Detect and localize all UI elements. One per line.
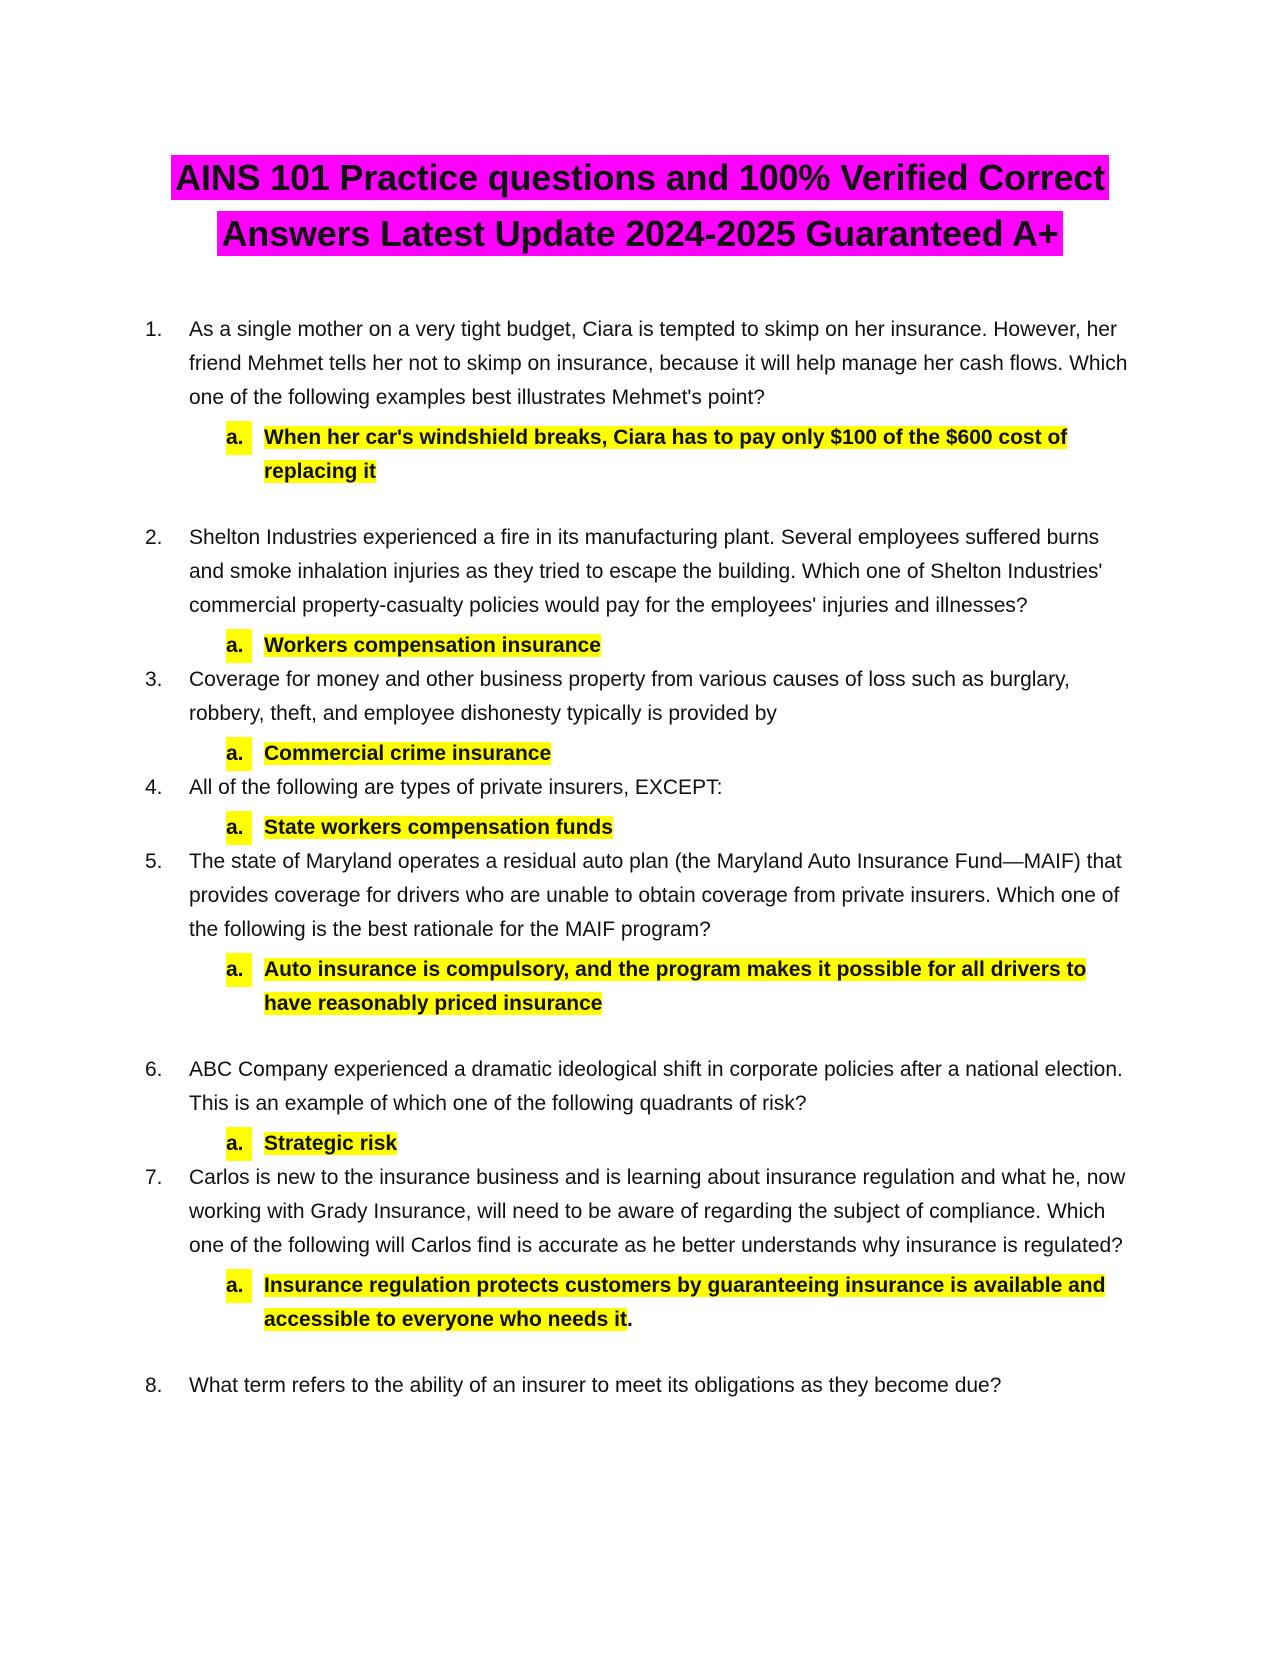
- question-number: 4.: [145, 776, 163, 799]
- answer-text: When her car's windshield breaks, Ciara has to pay only $100 of the $600 cost of replacing it: [264, 426, 1068, 483]
- answer: [226, 421, 1135, 489]
- answer-label: a.: [226, 811, 252, 845]
- title-line-1: AINS 101 Practice questions and 100% Verified Correct: [171, 155, 1109, 200]
- question-4: [145, 771, 1135, 845]
- answer: [226, 953, 1135, 1021]
- question-2: [145, 521, 1135, 663]
- question-text: Coverage for money and other business property from various causes of loss such as burglary, robbery, theft, and employee dishonesty typically is provided by: [189, 668, 1070, 725]
- answer-label: a.: [226, 1127, 252, 1161]
- question-5: [145, 845, 1135, 1021]
- question-number: 7.: [145, 1166, 163, 1189]
- answer-label: a.: [226, 629, 252, 663]
- answer-label: a.: [226, 737, 252, 771]
- answer-text: Strategic risk: [264, 1132, 398, 1155]
- question-text: All of the following are types of private insurers, EXCEPT:: [189, 776, 723, 799]
- answer-label: a.: [226, 421, 252, 455]
- answer-text: Commercial crime insurance: [264, 742, 552, 765]
- answer-text: Insurance regulation protects customers by guaranteeing insurance is available and accessible to everyone who needs it: [264, 1274, 1106, 1331]
- title-line-2: Answers Latest Update 2024-2025 Guaranteed A+: [217, 211, 1062, 256]
- answer: [226, 811, 1135, 845]
- answer: [226, 1269, 1135, 1337]
- question-number: 2.: [145, 526, 163, 549]
- question-1: [145, 313, 1135, 489]
- question-text: ABC Company experienced a dramatic ideological shift in corporate policies after a national election. This is an example of which one of the following quadrants of risk?: [189, 1058, 1123, 1115]
- question-number: 5.: [145, 850, 163, 873]
- answer-text: Workers compensation insurance: [264, 634, 601, 657]
- question-number: 8.: [145, 1374, 163, 1397]
- question-8: [145, 1369, 1135, 1403]
- question-number: 1.: [145, 318, 163, 341]
- answer-label: a.: [226, 1269, 252, 1303]
- answer-text: State workers compensation funds: [264, 816, 613, 839]
- answer-text: Auto insurance is compulsory, and the program makes it possible for all drivers to have reasonably priced insurance: [264, 958, 1087, 1015]
- question-text: As a single mother on a very tight budget, Ciara is tempted to skimp on her insurance. However, her friend Mehmet tells her not to skimp on insurance, because it will help manage her cash flows. Which one of the following examples best illustrates Mehmet's point?: [189, 318, 1128, 409]
- answer: [226, 1127, 1135, 1161]
- question-text: The state of Maryland operates a residual auto plan (the Maryland Auto Insurance Fund—MAIF) that provides coverage for drivers who are unable to obtain coverage from private insurers. Which one of the following is the best rationale for the MAIF program?: [189, 850, 1122, 941]
- answer: [226, 737, 1135, 771]
- question-7: [145, 1161, 1135, 1337]
- question-text: Shelton Industries experienced a fire in its manufacturing plant. Several employees suffered burns and smoke inhalation injuries as they tried to escape the building. Which one of Shelton Industries' commercial property-casualty policies would pay for the employees' injuries and illnesses?: [189, 526, 1103, 617]
- question-6: [145, 1053, 1135, 1161]
- question-number: 6.: [145, 1058, 163, 1081]
- question-3: [145, 663, 1135, 771]
- question-list: [145, 313, 1135, 1403]
- question-text: What term refers to the ability of an insurer to meet its obligations as they become due?: [189, 1374, 1002, 1397]
- question-number: 3.: [145, 668, 163, 691]
- answer-suffix: .: [626, 1308, 633, 1331]
- answer: [226, 629, 1135, 663]
- answer-label: a.: [226, 953, 252, 987]
- question-text: Carlos is new to the insurance business and is learning about insurance regulation and what he, now working with Grady Insurance, will need to be aware of regarding the subject of compliance. Which one of the following will Carlos find is accurate as he better understands why insurance is regulated?: [189, 1166, 1126, 1257]
- page-title: [120, 150, 1160, 262]
